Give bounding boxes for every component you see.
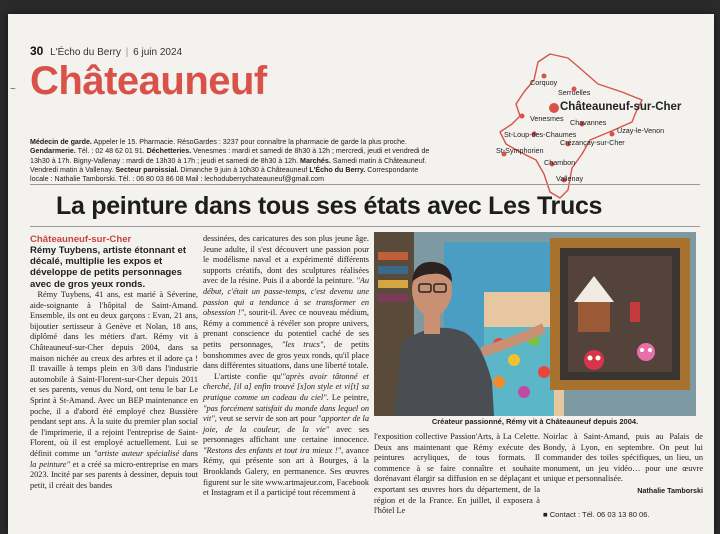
info-text: 13h30 à 17h. Bigny-Vallenay : mardi de 13h30 à 17h ; jeudi et samedi de 8h30 à 12h.	[30, 156, 301, 165]
body-text: . Le peintre,	[326, 392, 369, 402]
body-quote: "les trucs"	[281, 339, 324, 349]
body-text: L'artiste confie qu'	[213, 371, 283, 381]
info-label: L'Écho du Berry.	[309, 165, 366, 174]
artist-photo	[374, 232, 696, 416]
info-text: Samedi matin à Châteauneuf.	[330, 156, 427, 165]
photo-caption: Créateur passionné, Rémy vit à Châteauneuf depuis 2004.	[431, 417, 639, 426]
body-quote: "Restons des enfants et tout ira mieux !"	[203, 445, 342, 455]
article-column-3	[374, 432, 540, 517]
margin-mark: ~	[10, 84, 16, 95]
article-standfirst: Rémy Tuybens, artiste étonnant et décalé, multiplie les expos et développe de petits personnages avec de gros yeux ronds.	[30, 245, 187, 290]
town-label: Vallenay	[556, 174, 584, 183]
body-text: dessinées, des caricatures des son plus jeune âge. Jeune adulte, il s'est découvert une passion pour le modélisme naval et a expérimenté différents supports créatifs, dont des sculptures réalisées avec de la résine. Puis il a abordé la peinture.	[203, 234, 369, 286]
town-label: Corquoy	[530, 78, 558, 87]
divider	[30, 226, 700, 227]
info-label: Médecin de garde.	[30, 138, 92, 146]
town-label: Venesmes	[530, 114, 564, 123]
article-column-1	[30, 290, 198, 491]
town-label-main: Châteauneuf-sur-Cher	[560, 101, 682, 113]
body-text: Rémy Tuybens, 41 ans, est marié à Séverine, aide-soignante à l'hôpital de Saint-Amand. Ensemble, ils ont eu deux garçons : Evan, 21 ans, bijoutier sertisseur à Genève et Nolan, 18 ans, diplômé dans les métiers d'art. Rémy vit à Châteauneuf-sur-Cher depuis 2004, dans sa maison nichée au creux des arbres et il adore ça ! Il travaille à temps plein en 3/8 dans l'industrie automobile à Saint-Florent-sur-Cher depuis 2011 et ses parents, venus du Nord, ont tenu le bar Le Sprint à St-Amand. Avec un BEP maintenance en poche, il a d'abord été employé chez Bussière pendant sept ans. À la suite du premier plan social de l'imprimerie, il a rejoint l'entreprise de Saint-Florent, où il est employé actuellement. Lui se définit comme un	[30, 290, 198, 458]
info-label: Secteur paroissial.	[115, 165, 179, 174]
info-label: Déchetteries.	[146, 147, 192, 156]
photo-illustration	[374, 232, 696, 416]
author-signature: Nathalie Tamborski	[637, 485, 703, 495]
page-folio	[30, 44, 182, 58]
info-text: Dimanche 9 juin à 10h30 à Châteauneuf	[178, 165, 310, 174]
body-text: , avance Rémy, qui présente son art à Bourges, à la Brooklands Galery, en permanence. Ses œuvres figurent sur le site www.artmajeur.com, Facebook et Instagram et il a participé tout récemment à	[203, 445, 369, 498]
issue-date: 6 juin 2024	[133, 47, 183, 58]
info-label: Marchés.	[300, 156, 331, 165]
body-quote: "après avoir tâtonné et cherché, [il a] enfin trouvé [s]on style et vi[t] sa pratique comme un cadeau du ciel"	[203, 371, 369, 402]
body-quote: "Au début, c'était un passe-temps, c'est devenu une passion qui a tendance à se transformer en obsession !"	[203, 276, 369, 318]
contact-line: ■ Contact : Tél. 06 03 13 80 06.	[543, 510, 650, 519]
body-text: Noirlac à Saint-Amand, puis au Palais de Bondy, à Lyon, en septembre. On peut lui commander des toiles spécifiques, un lieu, un monument, un jeu vidéo… pour une œuvre unique et personnalisée.	[543, 432, 703, 484]
section-title: Châteauneuf	[30, 59, 267, 103]
body-text: avec ses personnages affichant une certaine innocence.	[203, 424, 369, 445]
article-column-2	[203, 234, 369, 499]
body-text: , de petits bonshommes avec de gros yeux ronds, qu'il place dans différentes situations, dans une liberté totale.	[203, 339, 369, 371]
body-quote: "pas forcément satisfait du monde dans lequel on vit"	[203, 403, 369, 424]
newspaper-page	[8, 14, 714, 534]
town-label: Chavannes	[570, 118, 607, 127]
body-text: et a créé sa micro-entreprise en mars 2023. Incité par ses parents à dessiner, depuis tout petit, il créait des bandes	[30, 459, 199, 490]
info-text: Venesmes : mardi et samedi de 8h30 à 12h ; mercredi, jeudi et vendredi de	[191, 147, 430, 156]
info-text: locale : Nathalie Tamborski. Tél. : 06 80 03 86 08 Mail : lechoduberrychateauneuf@gmail.com	[30, 175, 325, 184]
body-text: l'exposition collective Passion'Arts, à La Celette. Deux ans maintenant que Rémy exécute des peintures acryliques, de tous formats. Il commence à se faire connaître et souhaite dorénavant élargir sa diffusion en se déplaçant et exportant ses œuvres hors du département, de la région et de la France. En juillet, il exposera à l'hôtel Le	[374, 432, 540, 516]
painting-frame	[550, 238, 690, 390]
info-text: Tél. : 02 48 62 01 91.	[75, 147, 147, 156]
body-text: , sourit-il. Avec ce nouveau médium, Rémy a commencé à révéler son propre univers, prenant conscience du potentiel caché de ses petits personnages,	[203, 308, 369, 349]
paper-name: L'Écho du Berry	[50, 47, 121, 58]
practical-info	[30, 138, 495, 184]
divider	[30, 184, 700, 185]
body-text: , veut se servir de son art pour	[214, 414, 318, 424]
info-text: Correspondante	[365, 165, 419, 174]
article-headline: La peinture dans tous ses états avec Les Trucs	[56, 192, 603, 220]
town-label: Uzay-le-Venon	[617, 126, 665, 135]
info-text: Appeler le 15. Pharmacie. RésoGardes : 3237 pour connaître la pharmacie de garde la plus proche.	[91, 138, 407, 146]
folio-separator: |	[125, 47, 129, 58]
page-number: 30	[30, 44, 44, 58]
article-column-4	[543, 432, 703, 497]
info-label: Gendarmerie.	[30, 147, 76, 156]
town-label: Chambon	[544, 158, 576, 167]
town-label: Crézançay-sur-Cher	[560, 138, 625, 147]
canton-map	[490, 40, 714, 200]
town-label: St-Loup-des-Chaumes	[504, 130, 577, 139]
info-text: Vendredi matin à Vallenay.	[30, 165, 116, 174]
town-label: St-Symphorien	[496, 146, 544, 155]
article-kicker: Châteauneuf-sur-Cher	[30, 234, 132, 245]
body-quote: "apporter de la joie, de la couleur, de la vie"	[203, 414, 369, 434]
town-label: Serruelles	[558, 88, 591, 97]
body-quote: "artiste auteur spécialisé dans la peinture"	[30, 448, 198, 469]
